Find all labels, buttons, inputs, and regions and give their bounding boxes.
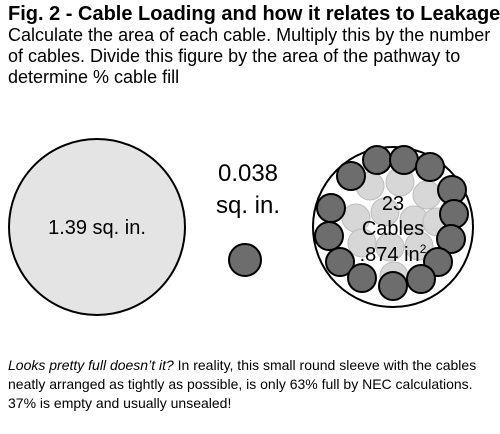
caption-italic: Looks pretty full doesn’t it?: [8, 357, 174, 373]
sleeve-outer-cable: [390, 146, 418, 174]
cable-area-unit: sq. in.: [215, 192, 281, 219]
sleeve-outer-cable: [337, 162, 365, 190]
sleeve-outer-cable: [416, 153, 444, 181]
sleeve-outer-cable: [440, 200, 468, 228]
instructions-text: Calculate the area of each cable. Multiply this by the number of cables. Divide this figure by the area of the pathway to determine % cable fill: [8, 25, 491, 87]
single-cable-group: [216, 160, 280, 276]
cable-fill-diagram: [0, 130, 500, 350]
sleeve-outer-cable: [363, 146, 391, 174]
pathway-area-group: [9, 139, 185, 315]
single-cable-circle: [229, 244, 261, 276]
sleeve-outer-cable: [348, 264, 376, 292]
pathway-area-label: 1.39 sq. in.: [48, 217, 146, 239]
sleeve-area-superscript: 2: [419, 242, 427, 256]
sleeve-outer-cable: [315, 222, 343, 250]
sleeve-area-value: .874 in: [359, 244, 420, 266]
sleeve-cables-label: Cables: [361, 218, 425, 240]
cable-area-value: 0.038: [217, 160, 279, 187]
sleeve-outer-cable: [317, 194, 345, 222]
sleeve-outer-cable: [407, 265, 435, 293]
figure-title: Fig. 2 - Cable Loading and how it relates to Leakage: [8, 3, 500, 25]
sleeve-cable-count: 23: [381, 193, 405, 215]
caption-text: [8, 356, 496, 413]
sleeve-area-label: [360, 242, 427, 266]
filled-sleeve-group: [313, 146, 473, 307]
sleeve-inner-cable: [413, 181, 441, 209]
caption-body: In reality, this small round sleeve with the cables neatly arranged as tightly as possible, is only 63% full by NEC calculations. 37% is empty and usually unsealed!: [8, 357, 477, 411]
sleeve-outer-cable: [379, 272, 407, 300]
